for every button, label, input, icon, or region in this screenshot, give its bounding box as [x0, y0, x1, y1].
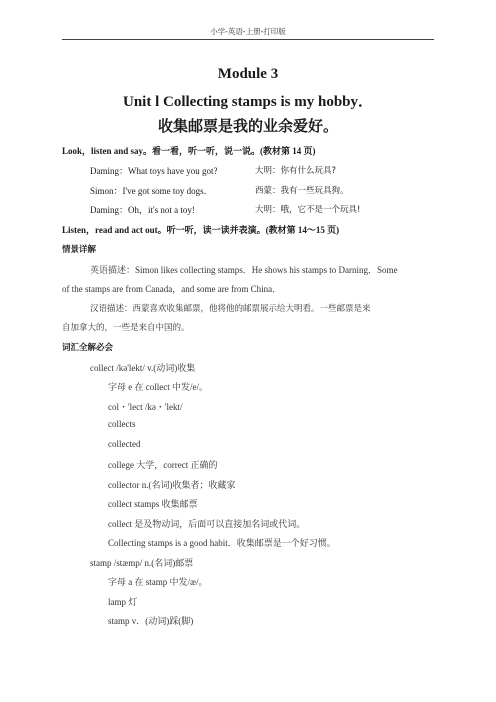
look-heading: Look，listen and say。看一看，听一听，说一说。(教材第 14 页)	[62, 146, 316, 156]
scene-chinese-line-2: 自加拿大的，一些是来自中国的。	[62, 323, 190, 333]
unit-title: Unit l Collecting stamps is my hobby．	[122, 94, 374, 110]
scene-chinese-line-1: 汉语描述：西蒙喜欢收集邮票，他将他的邮票展示给大明看。一些邮票是来	[90, 304, 371, 314]
scene-english-line-1: 英语描述：Simon likes collecting stamps．He shows his stamps to Darning．Some	[90, 265, 398, 275]
dialog-en-3: Daming：Oh，it's not a toy!	[90, 205, 195, 215]
vocab-line: stamp v．(动词)踩(脚)	[108, 616, 194, 626]
vocab-line: lamp 灯	[108, 597, 138, 607]
vocab-line: stamp /stæmp/ n.(名词)邮票	[90, 558, 194, 568]
scene-english-line-2: of the stamps are from Canada，and some are from China．	[62, 284, 282, 294]
dialog-en-1: Daming：What toys have you got?	[90, 166, 218, 176]
vocab-line: collects	[108, 419, 136, 429]
module-title: Module 3	[217, 66, 279, 82]
dialog-cn-3: 大明：哦，它不是一个玩具!	[255, 205, 361, 215]
vocab-line: collect 是及物动词，后面可以直接加名词或代词。	[108, 519, 306, 529]
header-rule	[62, 39, 434, 40]
vocab-line: Collecting stamps is a good habit．收集邮票是一个好习惯。	[108, 538, 336, 548]
unit-title-chinese: 收集邮票是我的业余爱好。	[157, 117, 338, 135]
vocab-line: 字母 e 在 collect 中发/e/。	[108, 382, 208, 392]
vocab-line: collector n.(名词)收集者；收藏家	[108, 480, 236, 490]
vocab-line: college 大学，correct 正确的	[108, 460, 218, 470]
vocab-line: collect /kə'lekt/ v.(动词)收集	[90, 363, 196, 373]
vocab-line: col・'lect /kə・'lekt/	[108, 402, 183, 412]
vocab-line: collect stamps 收集邮票	[108, 499, 198, 509]
vocab-line: 字母 a 在 stamp 中发/æ/。	[108, 577, 208, 587]
vocab-heading: 词汇全解必会	[62, 343, 114, 353]
dialog-en-2: Simon：I've got some toy dogs．	[90, 186, 213, 196]
vocab-line: collected	[108, 439, 141, 449]
dialog-cn-1: 大明：你有什么玩具?	[255, 166, 337, 176]
dialog-cn-2: 西蒙：我有一些玩具狗。	[255, 186, 349, 196]
scene-heading: 情景详解	[62, 245, 97, 255]
page-header: 小学-英语-上册-打印版	[210, 27, 286, 36]
listen-heading: Listen，read and act out。听一听，读一读并表演。(教材第 14～15 页)	[62, 225, 340, 235]
